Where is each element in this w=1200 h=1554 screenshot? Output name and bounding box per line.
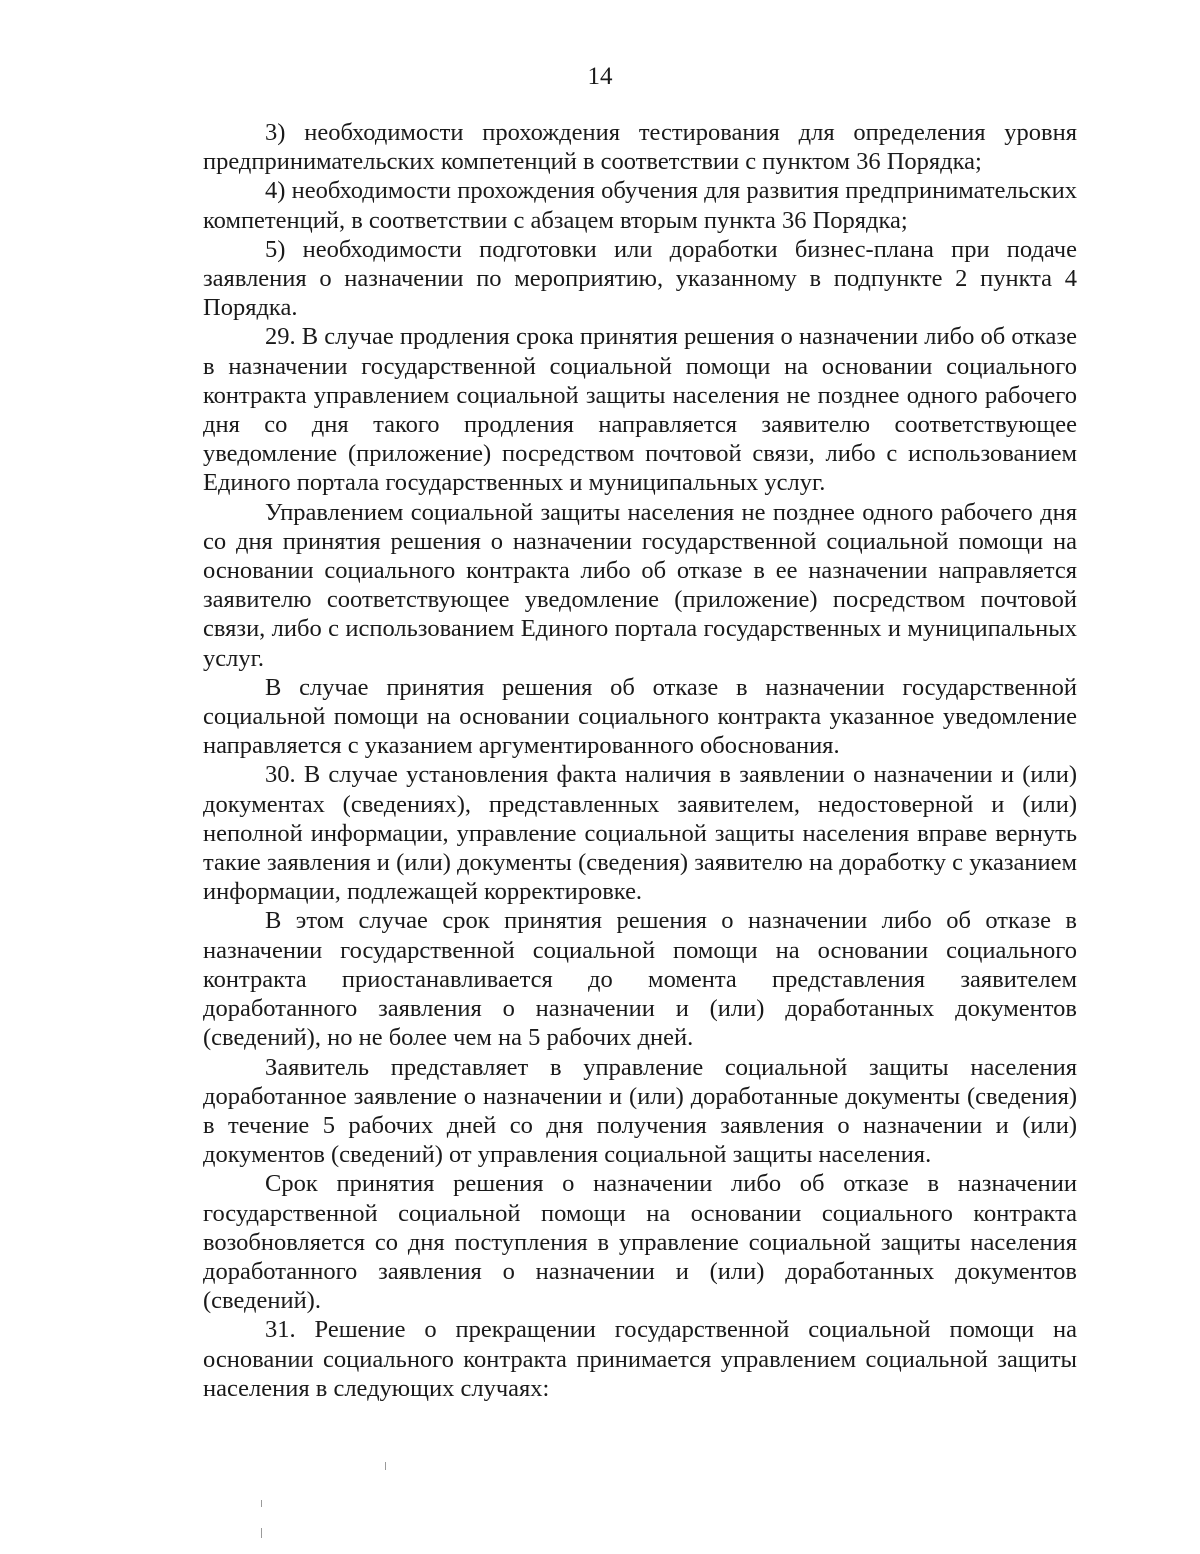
paragraph-30-suspension: В этом случае срок принятия решения о назначении либо об отказе в назначении государственной социальной помощи на основании социального контракта приостанавливается до момента представления заявителем доработанного заявления о назначении и (или) доработанных документов (сведений), но не более чем на 5 рабочих дней.: [203, 907, 1077, 1052]
paragraph-31: 31. Решение о прекращении государственной социальной помощи на основании социального контракта принимается управлением социальной защиты населения в следующих случаях:: [203, 1316, 1077, 1402]
page-number: 14: [587, 63, 613, 90]
scan-artifact-mark: [261, 1500, 262, 1507]
paragraph-30-resumption: Срок принятия решения о назначении либо об отказе в назначении государственной социальной помощи на основании социального контракта возобновляется со дня поступления в управление социальной защиты населения доработанного заявления о назначении и (или) доработанных документов (сведений).: [203, 1170, 1077, 1315]
document-body: [203, 118, 1077, 1403]
scan-artifact-mark: [261, 1528, 262, 1538]
paragraph-30: 30. В случае установления факта наличия в заявлении о назначении и (или) документах (сведениях), представленных заявителем, недостоверной и (или) неполной информации, управление социальной защиты населения вправе вернуть такие заявления и (или) документы (сведения) заявителю на доработку с указанием информации, подлежащей корректировке.: [203, 761, 1077, 906]
paragraph-item-3: 3) необходимости прохождения тестирования для определения уровня предпринимательских компетенций в соответствии с пунктом 36 Порядка;: [203, 119, 1077, 176]
paragraph-item-5: 5) необходимости подготовки или доработки бизнес-плана при подаче заявления о назначении по мероприятию, указанному в подпункте 2 пункта 4 Порядка.: [203, 235, 1077, 322]
paragraph-29-refusal: В случае принятия решения об отказе в назначении государственной социальной помощи на основании социального контракта указанное уведомление направляется с указанием аргументированного обоснования.: [203, 673, 1077, 760]
paragraph-item-4: 4) необходимости прохождения обучения для развития предпринимательских компетенций, в соответствии с абзацем вторым пункта 36 Порядка;: [203, 177, 1077, 234]
scan-artifact-mark: [385, 1462, 386, 1470]
paragraph-30-resubmission: Заявитель представляет в управление социальной защиты населения доработанное заявление о назначении и (или) доработанные документы (сведения) в течение 5 рабочих дней со дня получения заявления о назначении и (или) документов (сведений) от управления социальной защиты населения.: [203, 1053, 1077, 1169]
paragraph-29: 29. В случае продления срока принятия решения о назначении либо об отказе в назначении государственной социальной помощи на основании социального контракта управлением социальной защиты населения не позднее одного рабочего дня со дня такого продления направляется заявителю соответствующее уведомление (приложение) посредством почтовой связи, либо с использованием Единого портала государственных и муниципальных услуг.: [203, 323, 1077, 497]
paragraph-29-notification: Управлением социальной защиты населения не позднее одного рабочего дня со дня принятия решения о назначении государственной социальной помощи на основании социального контракта либо об отказе в ее назначении направляется заявителю соответствующее уведомление (приложение) посредством почтовой связи, либо с использованием Единого портала государственных и муниципальных услуг.: [203, 498, 1077, 672]
